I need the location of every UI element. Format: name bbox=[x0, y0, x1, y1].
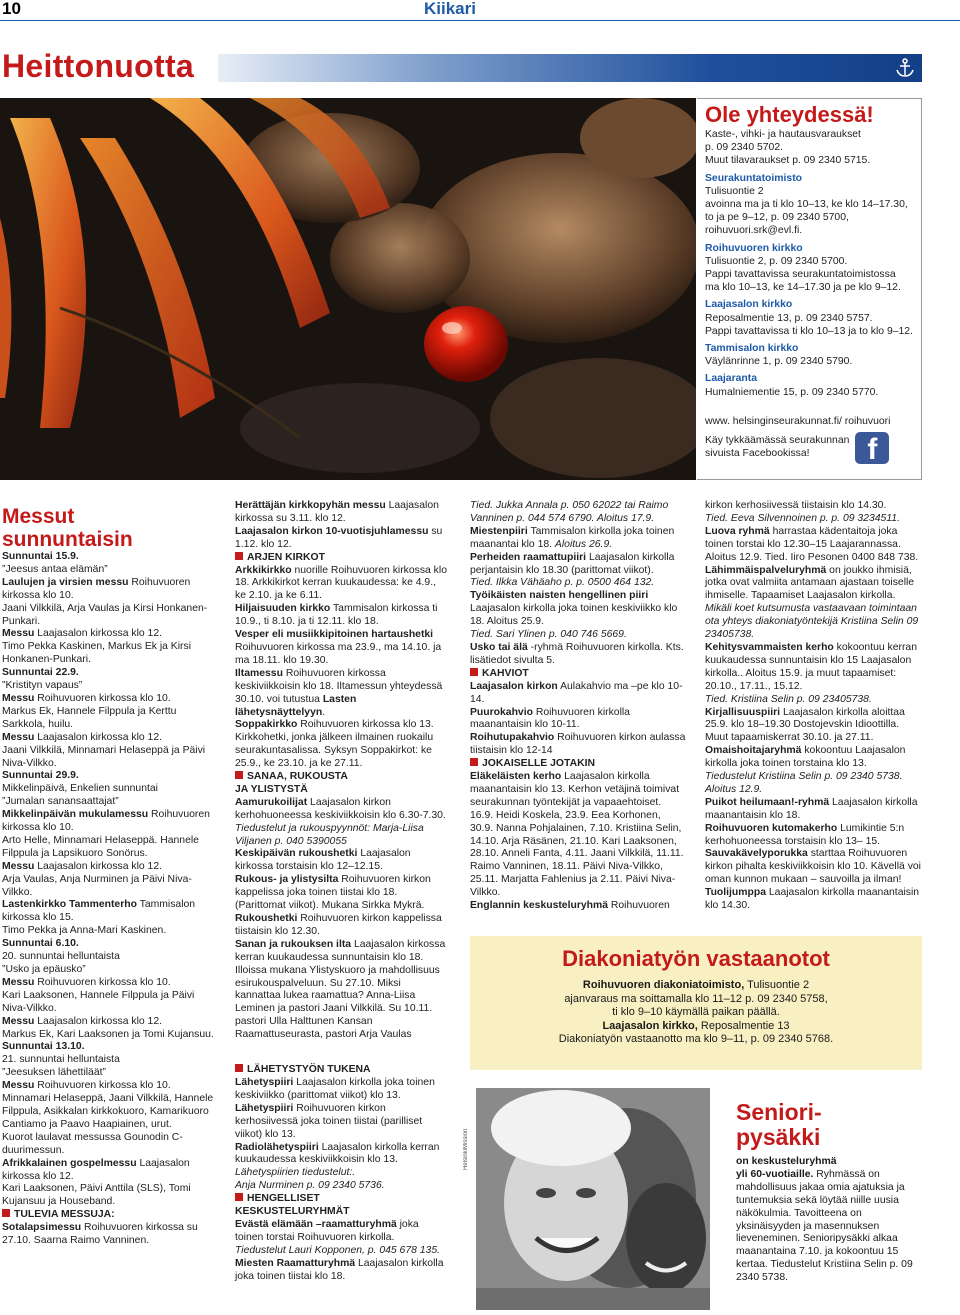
listing-item: Kuorot laulavat messussa Gounodin C-duurimessun. bbox=[2, 1131, 183, 1156]
listing-item: Lähetyspiirien tiedustelut:. bbox=[235, 1167, 356, 1179]
listing-text: Roihuvuoren kirkon kappelissa tiistaisin klo 12.30. bbox=[235, 913, 442, 937]
facebook-text-1: Käy tykkäämässä seurakunnan bbox=[705, 435, 850, 447]
listing-item: Tiedustelut ja rukouspyynnöt: Marja-Liisa Viljanen p. 040 5390055 bbox=[235, 822, 424, 847]
facebook-promo bbox=[705, 433, 921, 467]
listing-text: Laajasalon kirkon 10-vuotisjuhlamessu bbox=[235, 525, 429, 537]
listing-item bbox=[2, 1222, 216, 1248]
listing-item: Tied. Eeva Silvennoinen p. p. 09 3234511. bbox=[705, 512, 900, 524]
photo-credit: HelsinkiMission bbox=[463, 1128, 469, 1170]
listing-text: Miestenpiiri bbox=[470, 525, 528, 537]
diakonia-title: Diakoniatyön vastaanotot bbox=[562, 946, 830, 971]
listing-item: Mikkelinpäivä, Enkelien sunnuntai bbox=[2, 783, 158, 795]
column-masses bbox=[2, 505, 216, 1248]
header-rule bbox=[0, 20, 960, 21]
listing-item bbox=[705, 745, 923, 771]
listing-text: Puurokahvio bbox=[470, 706, 533, 718]
listing-text: Puikot heilumaan!-ryhmä bbox=[705, 796, 830, 808]
listing-item: Timo Pekka Kaskinen, Markus Ek ja Kirsi Honkanen-Punkari. bbox=[2, 641, 192, 666]
listing-text: Aamurukoilijat bbox=[235, 796, 308, 808]
listing-item bbox=[235, 1219, 449, 1245]
listing-text: Laajasalon kirkolla maanantaisin klo 14.30. bbox=[705, 887, 920, 912]
diakonia-line-4 bbox=[470, 1020, 922, 1034]
listing-item bbox=[2, 1016, 216, 1029]
listing-item bbox=[705, 707, 923, 746]
listing-item: Sunnuntai 15.9. bbox=[2, 551, 79, 562]
listing-text: joka toinen torstai Roihuvuoren kirkolla. bbox=[235, 1218, 419, 1243]
listing-text: Laajasalon kirkossa su 3.11. klo 12. bbox=[235, 500, 439, 524]
page-headline: Heittonuotta bbox=[2, 48, 195, 84]
listing-text: Laajasalon kirkolla perjantaisin klo 18.30 (parittomat viikot). bbox=[470, 551, 675, 576]
listing-item bbox=[2, 577, 216, 603]
diakonia-line-3: ti klo 9–10 käymällä paikan päällä. bbox=[612, 1006, 780, 1018]
listing-text: Afrikkalainen gospelmessu bbox=[2, 1157, 137, 1169]
contact-line: Tulisuontie 2 bbox=[705, 185, 764, 197]
listing-text: Laajasalon kirkossa klo 12. bbox=[34, 628, 162, 640]
contact-sidebar bbox=[697, 98, 922, 480]
publication-name: Kiikari bbox=[424, 0, 476, 18]
listing-item bbox=[235, 629, 449, 668]
listing-item bbox=[235, 913, 449, 939]
listing-text: Messu bbox=[2, 1080, 35, 1092]
listing-item: Mikäli koet kutsumusta vastaavaan toimintaan ota yhteys diakoniatyöntekijä Kristiina Selin 09 23405738. bbox=[705, 603, 919, 641]
listing-text: . bbox=[322, 706, 326, 718]
listing-text: Laajasalon kirkolla aloittaa 25.9. klo 18–19.30 Dostojevskin Idioottilla. Muut tapaamiskerrat 30.10. ja 27.11. bbox=[705, 706, 905, 744]
listing-text: Lastenkirkko Tammenterho bbox=[2, 899, 137, 911]
listing-item: JOKAISELLE JOTAKIN bbox=[470, 758, 686, 771]
listing-text: Messu bbox=[2, 628, 35, 640]
website-link[interactable]: www. helsinginseurakunnat.fi/ roihuvuori bbox=[705, 415, 891, 427]
listing-text: Rukoushetki bbox=[235, 913, 298, 924]
listing-text: Lähetyspiiri bbox=[235, 1076, 294, 1088]
diakonia-church: Laajasalon kirkko, bbox=[602, 1019, 698, 1032]
listing-item: Tiedustelut Lauri Kopponen, p. 045 678 135. bbox=[235, 1244, 440, 1256]
listing-item: ARJEN KIRKOT bbox=[235, 552, 449, 565]
listing-text: Laajasalon kirkossa torstaisin klo 12–12.15. bbox=[235, 848, 411, 873]
listing-item: Sunnuntai 13.10. bbox=[2, 1041, 85, 1053]
listing-text: Roihuvuoren kutomakerho bbox=[705, 822, 838, 834]
listing-item bbox=[235, 719, 449, 771]
listing-item: Tied. Sari Ylinen p. 040 746 5669. bbox=[470, 629, 627, 641]
listing-item: Sunnuntai 22.9. bbox=[2, 667, 79, 679]
listing-item bbox=[2, 628, 216, 641]
listing-item bbox=[705, 823, 923, 849]
listing-text: su 1.12. klo 12. bbox=[235, 525, 443, 550]
listing-item: Anja Nurminen p. 09 2340 5736. bbox=[235, 1180, 385, 1192]
listing-text: Iltamessu bbox=[235, 667, 283, 679]
listing-item bbox=[705, 565, 923, 604]
listing-item bbox=[235, 1077, 449, 1103]
listing-text: Roihuvuoren kirkon kappelissa joka toinen tiistai klo 18. (Parittomat viikot). Mukana Sirkka Mykrä. bbox=[235, 874, 431, 912]
listing-text: Sauvakävelyporukka bbox=[705, 848, 808, 860]
listing-text: Kirjallisuuspiiri bbox=[705, 706, 781, 718]
listing-text: Luova ryhmä bbox=[705, 525, 770, 537]
listing-item: Sunnuntai 6.10. bbox=[2, 938, 79, 950]
listing-item bbox=[2, 1158, 216, 1184]
senior-body bbox=[736, 1156, 924, 1285]
listing-text: Sanan ja rukouksen ilta bbox=[235, 938, 352, 950]
listing-text: Laajasalon kirkossa klo 12. bbox=[2, 1157, 190, 1182]
listing-item bbox=[470, 526, 686, 552]
contact-line: Pappi tavattavissa seurakuntatoimistossa bbox=[705, 269, 896, 281]
listing-text: Messu bbox=[2, 1015, 35, 1027]
listing-item: Markus Ek, Hannele Filppula ja Kerttu Sarkkola, huilu. bbox=[2, 705, 177, 730]
listing-item: JA YLISTYSTÄ bbox=[235, 783, 308, 795]
diakonia-office: Roihuvuoren diakoniatoimisto, bbox=[582, 979, 745, 991]
contact-line: Tulisuontie 2, p. 09 2340 5700. bbox=[705, 255, 848, 267]
listing-text: Roihuvuoren kirkossa klo 13. Kirkkohetki, jonka jälkeen ilmainen ruokailu seurakuntasalissa. Syksyn Soppakirkot: ke 25.9., ke 23.10. ja ke 27.11. bbox=[235, 719, 434, 770]
listing-text: Roihuvuoren bbox=[608, 900, 670, 912]
listing-item bbox=[2, 1080, 216, 1093]
listing-item bbox=[470, 681, 686, 707]
listing-text: Usko tai älä bbox=[470, 641, 528, 653]
senior-title-2: pysäkki bbox=[736, 1124, 821, 1150]
listing-text: Laajasalon kirkon bbox=[470, 680, 558, 692]
listing-text: Laajasalon kirkolla joka toinen tiistai klo 18. bbox=[235, 1257, 444, 1282]
listing-item bbox=[2, 977, 216, 990]
listing-item bbox=[235, 603, 449, 629]
listing-text: Tammisalon kirkossa klo 15. bbox=[2, 899, 196, 924]
listing-item bbox=[235, 526, 449, 552]
listing-text: Roihuvuoren kirkossa ma 23.9., ma 14.10. ja ma 18.11. klo 19.30. bbox=[235, 641, 442, 666]
senior-text: Ryhmässä on mahdollisuus jakaa omia ajatuksia ja tuntemuksia sekä löytää niille uusia näkökulmia. Tavoitteena on yksinäisyyden ja masennuksen lieveneminen. Senioripysäkki alkaa maanantaina 7.10. ja kokoontuu 15 kertaa. Tiedustelut Kristiina Selin p. 09 2340 5738. bbox=[736, 1168, 913, 1284]
listing-item: Tied. Jukka Annala p. 050 62022 tai Raimo Vanninen p. 044 574 6790. Aloitus 17.9. bbox=[470, 500, 669, 524]
listing-text: Soppakirkko bbox=[235, 719, 298, 731]
page-number: 10 bbox=[2, 0, 21, 18]
listing-item: Tiedustelut Kristiina Selin p. 09 2340 5738. Aloitus 12.9. bbox=[705, 771, 903, 795]
listing-item bbox=[470, 552, 686, 578]
facebook-icon[interactable]: f bbox=[855, 432, 889, 464]
listing-text: Vesper eli musiikkipitoinen hartaushetki bbox=[235, 629, 434, 641]
senior-stop-section bbox=[724, 1100, 924, 1285]
listing-text: Laajasalon kirkolla maanantaisin klo 13. Kerhon vetäjinä toimivat seurakunnan työntekijät ja vapaaehtoiset. 16.9. Heidi Koskela, 23.9. Eea Korhonen, 30.9. Nanna Pohjalainen, 7.10. Kristiina Selin, 14.10. Arja Räsänen, 21.10. Kari Laaksonen, 28.10. Anneli Fanta, 4.11. Jaani Vilkkilä, 11.11. Raimo Vanninen, 18.11. Päivi Niva-Vilkko, 25.11. Marjatta Fahlenius ja 2.11. Päivi Niva-Vilkko. bbox=[470, 771, 684, 899]
listing-text: Aloitus 26.9. bbox=[554, 538, 613, 550]
listing-item: Jaani Vilkkilä, Arja Vaulas ja Kirsi Honkanen-Punkari. bbox=[2, 602, 208, 627]
senior-lead-2: yli 60-vuotiaille. bbox=[736, 1168, 814, 1180]
masses-title-1: Messut bbox=[2, 505, 75, 528]
contact-intro-1: Kaste-, vihki- ja hautausvaraukset bbox=[705, 129, 861, 140]
listing-item: KESKUSTELURYHMÄT bbox=[235, 1206, 350, 1218]
listing-text: Lähimmäispalveluryhmä bbox=[705, 564, 827, 576]
listing-text: Roihuvuoren kirkossa klo 10. bbox=[2, 576, 191, 601]
listing-text: Laajasalon kirkossa kerran kuukaudessa sunnuntaisin klo 18. Illoissa mukana Ylistyskuoro ja mahdollisuus esirukouspalveluun. Su 27.10. Miksi kannattaa lukea raamattua? Anna-Liisa Leminen ja pastori Jaani Vilkkilä. Su 10.11. pastori Ulla Halttunen Kansan Raamattuseurasta, pastori Arja Vaulas bbox=[235, 938, 446, 1041]
listing-item: Jaani Vilkkilä, Minnamari Helaseppä ja Päivi Niva-Vilkko. bbox=[2, 744, 206, 769]
listing-text: Roihuvuoren kirkossa klo 10. bbox=[34, 692, 171, 704]
contact-tammisalo-head: Tammisalon kirkko bbox=[705, 343, 799, 355]
listing-text: Roihuvuoren kirkon kerhosiivessä joka toinen tiistai (parilliset viikot) klo 13. bbox=[235, 1102, 423, 1140]
senior-women-photo bbox=[476, 1088, 710, 1310]
contact-line: Väylänrinne 1, p. 09 2340 5790. bbox=[705, 356, 853, 368]
listing-text: Lasten lähetysnäyttelyyn bbox=[235, 693, 357, 718]
listing-item bbox=[705, 848, 923, 887]
senior-lead-1: on keskusteluryhmä bbox=[736, 1156, 837, 1167]
listing-item: Työikäisten naisten hengellinen piiri bbox=[470, 590, 649, 602]
listing-text: harrastaa kädentaitoja joka toinen torstai klo 12.30–15 Laajarannassa. Aloitus 12.9. Tied. Iiro Pesonen 0400 848 738. bbox=[705, 525, 919, 563]
facebook-text-2: sivuista Facebookissa! bbox=[705, 448, 810, 460]
diakonia-line-5: Diakoniatyön vastaanotto ma klo 9–11, p. 09 2340 5768. bbox=[558, 1033, 834, 1045]
listing-text: Roihutupakahvio bbox=[470, 732, 555, 744]
listing-item bbox=[705, 797, 923, 823]
listing-text: Englannin keskusteluryhmä bbox=[470, 900, 609, 912]
listing-item bbox=[235, 500, 449, 526]
listing-text: Omaishoitajaryhmä bbox=[705, 745, 802, 757]
listing-text: Lumikintie 5:n kerhohuoneessa torstaisin klo 13– 15. bbox=[705, 822, 905, 847]
column-groups-cafes bbox=[470, 500, 686, 913]
listing-text: Kehitysvammaisten kerho bbox=[705, 641, 834, 653]
listing-item bbox=[235, 874, 449, 913]
contact-line: Humalniementie 15, p. 09 2340 5770. bbox=[705, 386, 879, 398]
contact-line: ma klo 10–13, ke 14–17.30 ja pe klo 9–12. bbox=[705, 282, 901, 294]
listing-item bbox=[470, 771, 686, 900]
contact-title: Ole yhteydessä! bbox=[705, 102, 874, 127]
listing-text: Lähetyspiiri bbox=[235, 1102, 294, 1114]
listing-text: Mikkelinpäivän mukulamessu bbox=[2, 809, 149, 821]
listing-text: Laajasalon kirkolla joka toinen keskiviikko (parittomat viikot) klo 13. bbox=[235, 1076, 435, 1101]
listing-item: 21. sunnuntai helluntaista bbox=[2, 1054, 120, 1066]
listing-text: kokoontuu kerran kuukaudessa sunnuntaisin klo 15 Laajasalon kirkolla.. Aloitus 15.9. ja muut tapaamiset: 20.10., 17.11., 15.12. bbox=[705, 641, 917, 692]
contact-line: to ja pe 9–12, p. 09 2340 5700, bbox=[705, 212, 849, 224]
listing-item: SANAA, RUKOUSTA bbox=[235, 771, 449, 784]
contact-line: avoinna ma ja ti klo 10–13, ke klo 14–17.30, bbox=[705, 199, 908, 211]
listing-item bbox=[705, 887, 923, 913]
diakonia-line-1 bbox=[470, 979, 922, 993]
listing-text: -ryhmä Roihuvuoren kirkolla. Kts. lisätiedot sivulta 5. bbox=[470, 641, 684, 666]
listing-item: ”Jumalan sanansaattajat” bbox=[2, 796, 119, 808]
listing-text: Tammisalon kirkossa ti 10.9., ti 8.10. ja ti 12.11. klo 18. bbox=[235, 603, 438, 628]
title-banner bbox=[218, 54, 922, 82]
listing-text: Rukous- ja ylistysilta bbox=[235, 874, 339, 886]
listing-item: Arto Helle, Minnamari Helaseppä. Hannele Filppula ja Lapsikuoro Sonörus. bbox=[2, 834, 199, 859]
listing-text: Arkkikirkko bbox=[235, 564, 292, 576]
listing-text: Herättäjän kirkkopyhän messu bbox=[235, 500, 386, 511]
anchor-icon bbox=[894, 57, 916, 79]
listing-text: kokoontuu Laajasalon kirkolla joka toinen torstaina klo 13. bbox=[705, 745, 906, 770]
contact-laajaranta-head: Laajaranta bbox=[705, 373, 757, 385]
listing-text: Aulakahvio ma –pe klo 10-14. bbox=[470, 680, 683, 705]
listing-item: 20. sunnuntai helluntaista bbox=[2, 951, 120, 963]
listing-text: Laajasalon kirkossa klo 12. bbox=[34, 731, 162, 743]
listing-item: Laajasalon kirkolla joka toinen keskiviikko klo 18. Aloitus 25.9. bbox=[470, 603, 678, 628]
contact-intro-3: Muut tilavaraukset p. 09 2340 5715. bbox=[705, 155, 871, 167]
listing-item: Timo Pekka ja Anna-Mari Kaskinen. bbox=[2, 925, 167, 937]
autumn-leaves-photo bbox=[0, 98, 696, 480]
listing-item bbox=[705, 526, 923, 565]
listing-text: Perheiden raamattupiiri bbox=[470, 551, 587, 563]
listing-item bbox=[2, 899, 216, 925]
listing-item: Tied. Kristiina Selin p. 09 23405738. bbox=[705, 693, 872, 705]
column-church-activities bbox=[235, 500, 449, 1283]
listing-item bbox=[235, 848, 449, 874]
listing-item bbox=[2, 693, 216, 706]
listing-text: Messu bbox=[2, 731, 35, 743]
listing-item bbox=[705, 642, 923, 694]
diakonia-box bbox=[470, 936, 922, 1070]
listing-item bbox=[470, 732, 686, 758]
listing-text: Keskipäivän rukoushetki bbox=[235, 848, 358, 860]
listing-item bbox=[2, 861, 216, 874]
listing-item bbox=[470, 900, 686, 913]
listing-item: Minnamari Helaseppä, Jaani Vilkkilä, Hannele Filppula, Asikkalan kirkkokuoro, Kamarikuoro Cantiamo ja Paavo Haapiainen, urut. bbox=[2, 1093, 214, 1130]
listing-item: LÄHETYSTYÖN TUKENA bbox=[235, 1064, 449, 1077]
listing-text: on joukko ihmisiä, jotka ovat valmiita antamaan ajastaan toiselle ihmiselle. Tapaamiset Laajasalon kirkolla. bbox=[705, 564, 915, 602]
page-header bbox=[0, 0, 960, 20]
listing-item bbox=[470, 707, 686, 733]
masses-list bbox=[2, 551, 216, 1248]
listing-item: Markus Ek, Kari Laaksonen ja Tomi Kujansuu. bbox=[2, 1028, 214, 1040]
listing-text: Eläkeläisten kerho bbox=[470, 771, 562, 783]
listing-item bbox=[235, 1103, 449, 1142]
listing-item: ”Jeesus antaa elämän” bbox=[2, 563, 108, 575]
diakonia-line-2: ajanvaraus ma soittamalla klo 11–12 p. 09 2340 5758, bbox=[564, 992, 828, 1005]
column-clubs bbox=[705, 500, 923, 913]
listing-text: Roihuvuoren kirkossa klo 10. bbox=[2, 809, 210, 834]
listing-text: Tammisalon kirkolla joka toinen maanantai klo 18. bbox=[470, 525, 675, 550]
listing-text: Roihuvuoren kirkossa su 27.10. Saarna Raimo Vanninen. bbox=[2, 1222, 198, 1247]
listing-item bbox=[2, 809, 216, 835]
listing-text: Evästä elämään –raamatturyhmä bbox=[235, 1218, 397, 1230]
contact-intro-2: p. 09 2340 5702. bbox=[705, 142, 784, 154]
listing-text: Tuolijumppa bbox=[705, 887, 766, 899]
listing-text: Roihuvuoren kirkon aulassa tiistaisin klo 12-14 bbox=[470, 732, 686, 757]
masses-title-2: sunnuntaisin bbox=[2, 528, 133, 551]
contact-roihuvuori-head: Roihuvuoren kirkko bbox=[705, 242, 803, 254]
diakonia-church-address: Reposalmentie 13 bbox=[697, 1019, 790, 1032]
listing-item: Kari Laaksonen, Päivi Anttila (SLS), Tomi Kujansuu ja Houseband. bbox=[2, 1183, 191, 1208]
contact-email[interactable]: roihuvuori.srk@evl.fi. bbox=[705, 225, 803, 237]
listing-item bbox=[235, 1258, 449, 1284]
diakonia-address: Tulisuontie 2 bbox=[744, 979, 810, 991]
listing-text: Sotalapsimessu bbox=[2, 1222, 82, 1234]
listing-item: Arja Vaulas, Anja Nurminen ja Päivi Niva-Vilkko. bbox=[2, 873, 192, 898]
listing-item bbox=[235, 939, 449, 1042]
listing-text: Messu bbox=[2, 976, 35, 988]
listing-text: Hiljaisuuden kirkko bbox=[235, 603, 331, 615]
listing-text: Radiolähetyspiiri bbox=[235, 1141, 319, 1153]
listing-text: Laajasalon kirkon kerhohuoneessa keskiviikkoisin klo 6.30-7.30. bbox=[235, 796, 446, 821]
listing-item: HENGELLISET bbox=[235, 1193, 449, 1206]
listing-text: Roihuvuoren kirkolla maanantaisin klo 10-11. bbox=[470, 706, 630, 731]
listing-item: Sunnuntai 29.9. bbox=[2, 770, 79, 782]
contact-line: Pappi tavattavissa ti klo 10–13 ja to klo 9–12. bbox=[705, 325, 913, 337]
listing-text: nuorille Roihuvuoren kirkossa klo 18. Arkkikirkot kerran kuukaudessa: ke 4.9., ke 2.10. ja ke 6.11. bbox=[235, 564, 447, 602]
listing-item bbox=[235, 1142, 449, 1168]
listing-text: Laajasalon kirkossa klo 12. bbox=[34, 860, 162, 872]
listing-item: ”Kristityn vapaus” bbox=[2, 680, 83, 692]
listing-item bbox=[470, 642, 686, 668]
listing-text: Roihuvuoren kirkossa klo 10. bbox=[34, 1080, 171, 1092]
listing-item: KAHVIOT bbox=[470, 668, 686, 681]
listing-item bbox=[235, 565, 449, 604]
listing-item: ”Usko ja epäusko” bbox=[2, 964, 86, 975]
listing-item: Kari Laaksonen, Hannele Filppula ja Päivi Niva-Vilkko. bbox=[2, 989, 195, 1014]
listing-item: Tied. Ilkka Vähäaho p. p. 0500 464 132. bbox=[470, 577, 655, 589]
listing-text: Laulujen ja virsien messu bbox=[2, 576, 129, 588]
contact-office-head: Seurakuntatoimisto bbox=[705, 172, 802, 184]
listing-item: kirkon kerhosiivessä tiistaisin klo 14.30. bbox=[705, 500, 887, 511]
listing-item: TULEVIA MESSUJA: bbox=[2, 1209, 216, 1222]
listing-text: Roihuvuoren kirkossa klo 10. bbox=[34, 976, 171, 988]
listing-text: Miesten Raamatturyhmä bbox=[235, 1257, 356, 1269]
listing-item: ”Jeesuksen lähettiläät” bbox=[2, 1067, 106, 1079]
listing-text: Laajasalon kirkolla maanantaisin klo 18. bbox=[705, 796, 918, 821]
listing-text: Roihuvuoren kirkossa keskiviikkoisin klo 18. Iltamessun yhteydessä 30.10. voi tutustua bbox=[235, 667, 443, 705]
listing-item bbox=[235, 668, 449, 720]
listing-text: starttaa Roihuvuoren kirkon pihalta keskiviikkoisin klo 10. Kävellä voi oman kunnon mukaan – sauvoilla ja ilman! bbox=[705, 848, 921, 886]
senior-title-1: Seniori- bbox=[736, 1099, 822, 1125]
listing-text: Laajasalon kirkolla kerran kuukaudessa keskiviikkoisin klo 13. bbox=[235, 1141, 440, 1166]
contact-line: Reposalmentie 13, p. 09 2340 5757. bbox=[705, 312, 873, 324]
contact-laajasalo-head: Laajasalon kirkko bbox=[705, 299, 793, 311]
listing-text: Messu bbox=[2, 692, 35, 704]
listing-text: Laajasalon kirkossa klo 12. bbox=[34, 1015, 162, 1027]
listing-item bbox=[2, 732, 216, 745]
listing-text: Messu bbox=[2, 860, 35, 872]
listing-item bbox=[235, 797, 449, 823]
